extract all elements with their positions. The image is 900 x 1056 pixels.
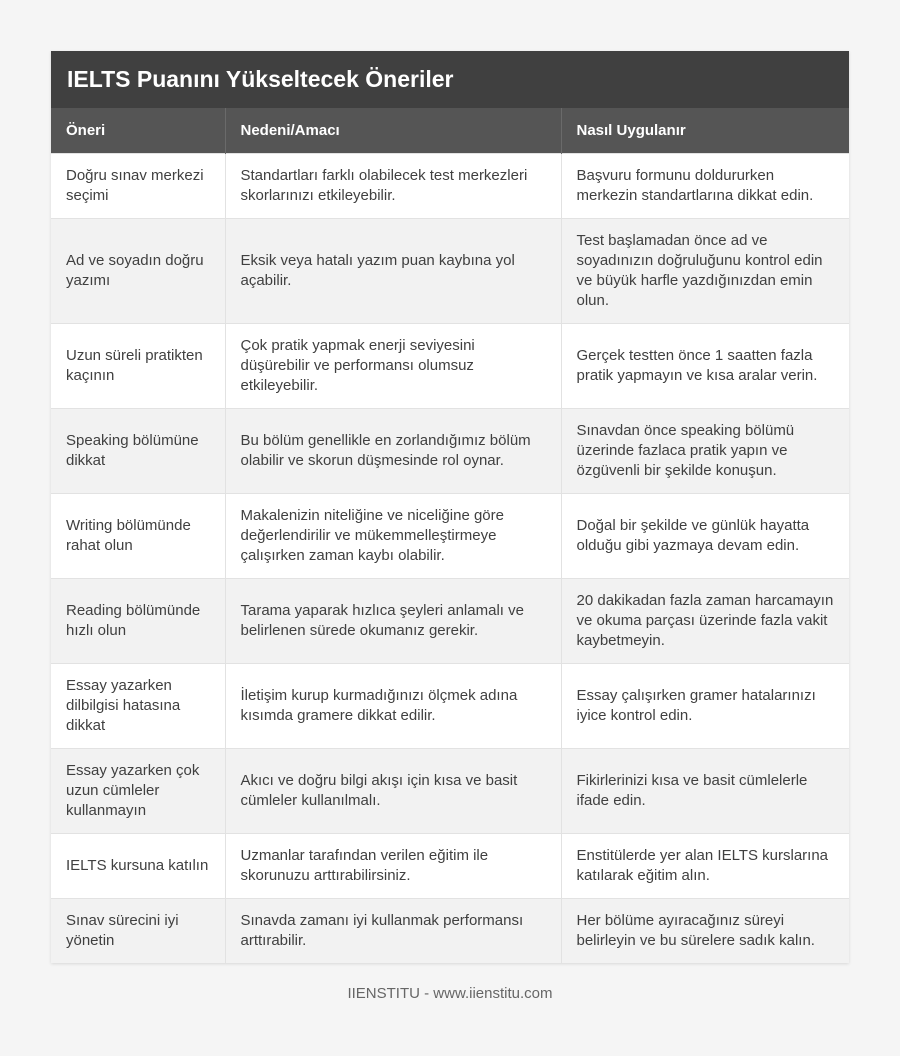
table-row	[51, 153, 849, 218]
cell-neden: Bu bölüm genellikle en zorlandığımız bölüm olabilir ve skorun düşmesinde rol oynar.	[225, 408, 561, 493]
cell-oneri: Speaking bölümüne dikkat	[51, 408, 225, 493]
table-row	[51, 833, 849, 898]
cell-neden: Tarama yaparak hızlıca şeyleri anlamalı ve belirlenen sürede okumanız gerekir.	[225, 578, 561, 663]
cell-oneri: Essay yazarken çok uzun cümleler kullanmayın	[51, 748, 225, 833]
column-header-oneri: Öneri	[51, 108, 225, 153]
table-title: IELTS Puanını Yükseltecek Öneriler	[51, 51, 849, 108]
cell-oneri: Essay yazarken dilbilgisi hatasına dikkat	[51, 663, 225, 748]
footer-credit: IIENSTITU - www.iienstitu.com	[347, 985, 553, 1002]
table-row	[51, 323, 849, 408]
cell-neden: Makalenizin niteliğine ve niceliğine göre değerlendirilir ve mükemmelleştirmeye çalışırken zaman kaybı olabilir.	[225, 493, 561, 578]
cell-nasil: Her bölüme ayıracağınız süreyi belirleyin ve bu sürelere sadık kalın.	[561, 898, 849, 963]
table-header-row	[51, 108, 849, 153]
table-row	[51, 493, 849, 578]
table-card	[51, 51, 849, 963]
cell-nasil: Test başlamadan önce ad ve soyadınızın doğruluğunu kontrol edin ve büyük harfle yazdığınızdan emin olun.	[561, 218, 849, 323]
cell-nasil: Sınavdan önce speaking bölümü üzerinde fazlaca pratik yapın ve özgüvenli bir şekilde konuşun.	[561, 408, 849, 493]
cell-oneri: IELTS kursuna katılın	[51, 833, 225, 898]
cell-oneri: Uzun süreli pratikten kaçının	[51, 323, 225, 408]
cell-neden: Akıcı ve doğru bilgi akışı için kısa ve basit cümleler kullanılmalı.	[225, 748, 561, 833]
cell-neden: Uzmanlar tarafından verilen eğitim ile skorunuzu arttırabilirsiniz.	[225, 833, 561, 898]
cell-nasil: Essay çalışırken gramer hatalarınızı iyice kontrol edin.	[561, 663, 849, 748]
cell-neden: Çok pratik yapmak enerji seviyesini düşürebilir ve performansı olumsuz etkileyebilir.	[225, 323, 561, 408]
cell-oneri: Reading bölümünde hızlı olun	[51, 578, 225, 663]
cell-neden: Sınavda zamanı iyi kullanmak performansı arttırabilir.	[225, 898, 561, 963]
cell-nasil: Fikirlerinizi kısa ve basit cümlelerle ifade edin.	[561, 748, 849, 833]
column-header-nasil: Nasıl Uygulanır	[561, 108, 849, 153]
table-row	[51, 218, 849, 323]
table-row	[51, 663, 849, 748]
cell-nasil: Başvuru formunu doldururken merkezin standartlarına dikkat edin.	[561, 153, 849, 218]
table-row	[51, 898, 849, 963]
cell-oneri: Doğru sınav merkezi seçimi	[51, 153, 225, 218]
cell-neden: Standartları farklı olabilecek test merkezleri skorlarınızı etkileyebilir.	[225, 153, 561, 218]
cell-neden: Eksik veya hatalı yazım puan kaybına yol açabilir.	[225, 218, 561, 323]
cell-nasil: Gerçek testten önce 1 saatten fazla pratik yapmayın ve kısa aralar verin.	[561, 323, 849, 408]
cell-neden: İletişim kurup kurmadığınızı ölçmek adına kısımda gramere dikkat edilir.	[225, 663, 561, 748]
cell-oneri: Sınav sürecini iyi yönetin	[51, 898, 225, 963]
recommendations-table	[51, 108, 849, 963]
table-row	[51, 578, 849, 663]
cell-nasil: Enstitülerde yer alan IELTS kurslarına katılarak eğitim alın.	[561, 833, 849, 898]
cell-oneri: Writing bölümünde rahat olun	[51, 493, 225, 578]
cell-oneri: Ad ve soyadın doğru yazımı	[51, 218, 225, 323]
cell-nasil: 20 dakikadan fazla zaman harcamayın ve okuma parçası üzerinde fazla vakit kaybetmeyin.	[561, 578, 849, 663]
cell-nasil: Doğal bir şekilde ve günlük hayatta olduğu gibi yazmaya devam edin.	[561, 493, 849, 578]
table-row	[51, 408, 849, 493]
table-row	[51, 748, 849, 833]
column-header-neden: Nedeni/Amacı	[225, 108, 561, 153]
